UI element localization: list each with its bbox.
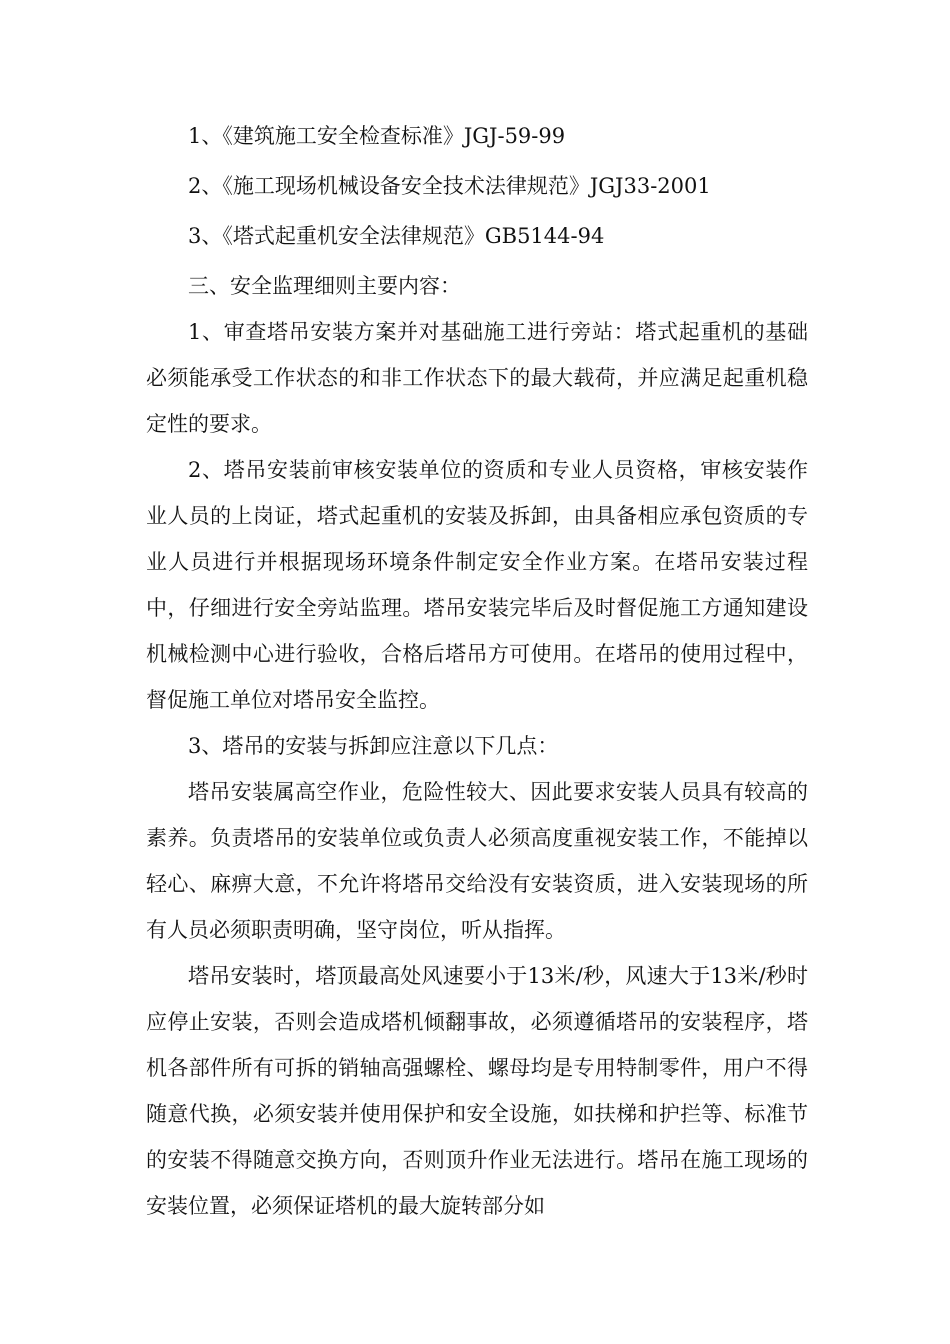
- paragraph: 塔吊安装属高空作业，危险性较大、因此要求安装人员具有较高的素养。负责塔吊的安装单位或负责人必须高度重视安装工作，不能掉以轻心、麻痹大意，不允许将塔吊交给没有安装资质，进入安装现场的所有人员必须职责明确，坚守岗位，听从指挥。: [146, 780, 808, 942]
- reference-item: 2、《施工现场机械设备安全技术法律规范》JGJ33-2001: [188, 174, 711, 198]
- paragraph: 塔吊安装时，塔顶最高处风速要小于13米/秒，风速大于13米/秒时应停止安装，否则会造成塔机倾翻事故，必须遵循塔吊的安装程序，塔机各部件所有可拆的销轴高强螺栓、螺母均是专用特制零件，用户不得随意代换，必须安装并使用保护和安全设施，如扶梯和护拦等、标准节的安装不得随意交换方向，否则顶升作业无法进行。塔吊在施工现场的安装位置，必须保证塔机的最大旋转部分如: [146, 964, 808, 1218]
- document-body: [146, 113, 808, 1229]
- reference-item: 1、《建筑施工安全检查标准》JGJ-59-99: [188, 124, 566, 148]
- reference-item: 3、《塔式起重机安全法律规范》GB5144-94: [188, 224, 605, 248]
- paragraph: 2、塔吊安装前审核安装单位的资质和专业人员资格，审核安装作业人员的上岗证，塔式起重机的安装及拆卸，由具备相应承包资质的专业人员进行并根据现场环境条件制定安全作业方案。在塔吊安装过程中，仔细进行安全旁站监理。塔吊安装完毕后及时督促施工方通知建设机械检测中心进行验收，合格后塔吊方可使用。在塔吊的使用过程中，督促施工单位对塔吊安全监控。: [146, 458, 808, 712]
- reference-list: [146, 113, 808, 259]
- paragraph: 1、审查塔吊安装方案并对基础施工进行旁站：塔式起重机的基础必须能承受工作状态的和非工作状态下的最大载荷，并应满足起重机稳定性的要求。: [146, 320, 808, 436]
- section-heading: 三、安全监理细则主要内容：: [188, 274, 461, 298]
- paragraph: 3、塔吊的安装与拆卸应注意以下几点：: [188, 734, 559, 758]
